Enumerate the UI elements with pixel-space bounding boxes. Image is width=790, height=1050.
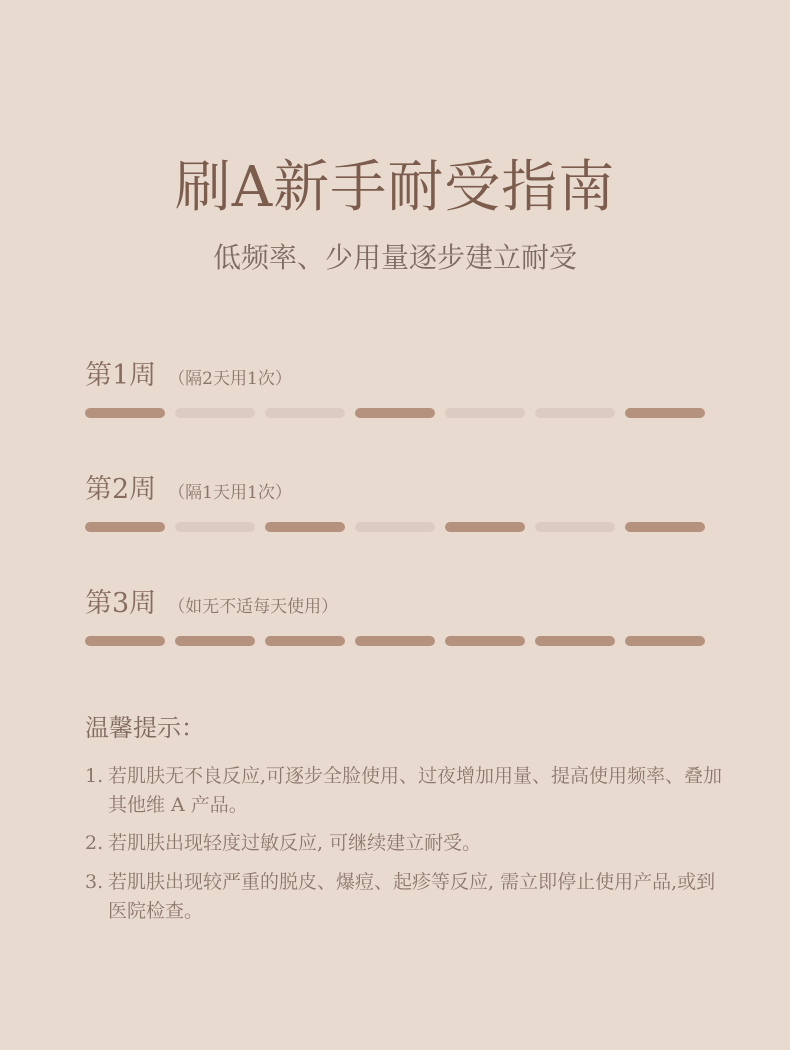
tip-text: 若肌肤无不良反应,可逐步全脸使用、过夜增加用量、提高使用频率、叠加其他维 A 产品。: [108, 765, 723, 816]
day-bar-3-skip: [265, 408, 345, 418]
week-2-schedule: [85, 470, 705, 532]
week-1-note: （隔2天用1次）: [168, 369, 292, 389]
day-bar-7-use: [625, 636, 705, 646]
tips-title: 温馨提示：: [85, 714, 205, 742]
day-bar-7-use: [625, 522, 705, 532]
tip-item-2: [85, 829, 725, 858]
week-3-header: [85, 584, 705, 624]
tip-number: 2.: [85, 832, 104, 854]
day-bar-6-use: [535, 636, 615, 646]
tip-item-3: [85, 868, 725, 926]
day-bar-3-use: [265, 636, 345, 646]
day-bar-7-use: [625, 408, 705, 418]
week-1-header: [85, 356, 705, 396]
day-bar-2-skip: [175, 408, 255, 418]
week-2-day-bars: [85, 522, 705, 532]
day-bar-1-use: [85, 408, 165, 418]
day-bar-1-use: [85, 636, 165, 646]
week-2-header: [85, 470, 705, 510]
week-3-day-bars: [85, 636, 705, 646]
day-bar-2-use: [175, 636, 255, 646]
week-2-title: 第2周: [85, 474, 157, 505]
day-bar-6-skip: [535, 408, 615, 418]
day-bar-1-use: [85, 522, 165, 532]
week-3-schedule: [85, 584, 705, 646]
page-title: 刷A新手耐受指南: [174, 155, 616, 220]
day-bar-4-use: [355, 636, 435, 646]
week-3-note: （如无不适每天使用）: [168, 597, 339, 617]
day-bar-5-use: [445, 522, 525, 532]
day-bar-2-skip: [175, 522, 255, 532]
tip-number: 3.: [85, 871, 104, 893]
day-bar-5-use: [445, 636, 525, 646]
week-3-title: 第3周: [85, 588, 157, 619]
tip-number: 1.: [85, 765, 104, 787]
day-bar-6-skip: [535, 522, 615, 532]
week-1-title: 第1周: [85, 360, 157, 391]
week-1-schedule: [85, 356, 705, 418]
tip-item-1: [85, 762, 725, 820]
day-bar-4-skip: [355, 522, 435, 532]
week-1-day-bars: [85, 408, 705, 418]
day-bar-5-skip: [445, 408, 525, 418]
day-bar-3-use: [265, 522, 345, 532]
page-subtitle: 低频率、少用量逐步建立耐受: [212, 241, 577, 274]
day-bar-4-use: [355, 408, 435, 418]
week-2-note: （隔1天用1次）: [168, 483, 292, 503]
tip-text: 若肌肤出现轻度过敏反应, 可继续建立耐受。: [108, 832, 482, 854]
tip-text: 若肌肤出现较严重的脱皮、爆痘、起疹等反应, 需立即停止使用产品,或到医院检查。: [108, 871, 716, 922]
